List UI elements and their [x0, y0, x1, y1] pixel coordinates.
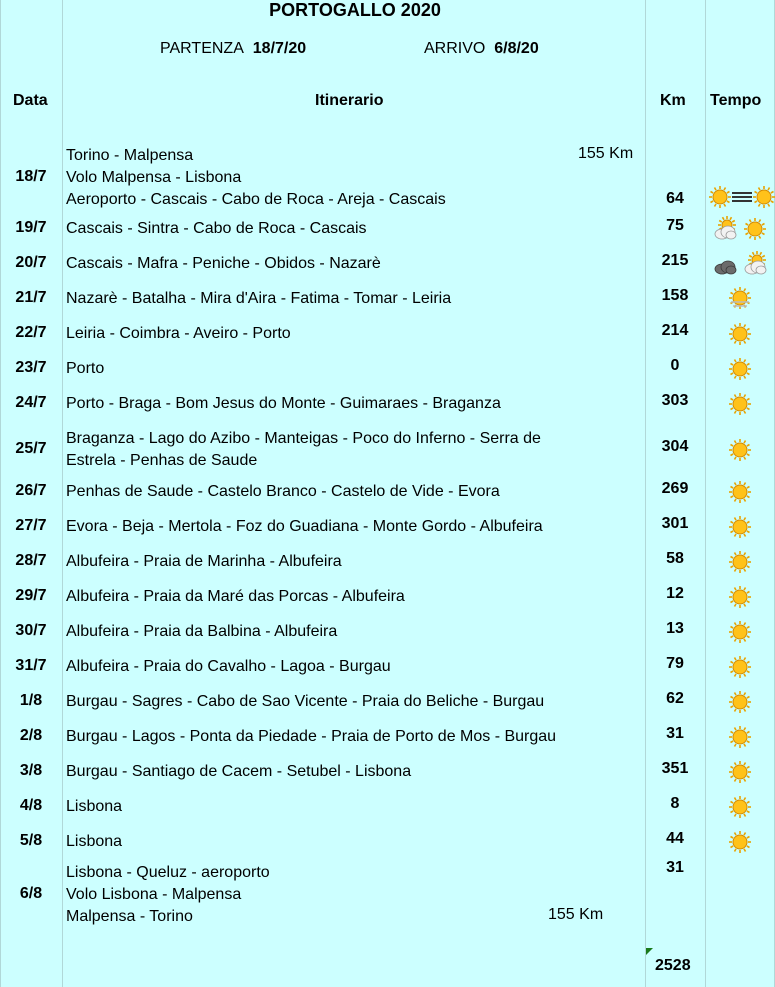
- sun-icon: [727, 759, 753, 785]
- row-weather: [705, 216, 775, 242]
- header-itinerary: Itinerario: [315, 92, 384, 109]
- row-itinerary-line: Burgau - Santiago de Cacem - Setubel - Lisbona: [66, 763, 412, 780]
- header-weather: Tempo: [710, 92, 762, 109]
- row-date: 23/7: [15, 359, 47, 376]
- row-itinerary-line: Albufeira - Praia da Balbina - Albufeira: [66, 623, 338, 640]
- row-km: 31: [666, 725, 684, 742]
- sun-icon: [751, 184, 773, 210]
- sun-icon: [742, 216, 768, 242]
- row-weather: [705, 794, 775, 820]
- sun-icon: [727, 479, 753, 505]
- row-km: 44: [666, 830, 684, 847]
- row-weather: [705, 286, 775, 312]
- row-itinerary-line: Albufeira - Praia de Marinha - Albufeira: [66, 553, 342, 570]
- row-km: 269: [661, 480, 689, 497]
- row-itinerary-line: Porto: [66, 360, 105, 377]
- sun-icon: [707, 184, 729, 210]
- sun-icon: [727, 549, 753, 575]
- row-itinerary-line: Cascais - Mafra - Peniche - Obidos - Nazarè: [66, 255, 381, 272]
- row-km: 75: [666, 217, 684, 234]
- row-date: 28/7: [15, 552, 47, 569]
- departure-label: PARTENZA: [160, 40, 244, 57]
- row-itinerary-line: Aeroporto - Cascais - Cabo de Roca - Areja - Cascais: [66, 191, 446, 208]
- row-itinerary-line: Albufeira - Praia da Maré das Porcas - Albufeira: [66, 588, 405, 605]
- row-itinerary-line: Burgau - Sagres - Cabo de Sao Vicente - Praia do Beliche - Burgau: [66, 693, 545, 710]
- row-date: 18/7: [15, 168, 47, 185]
- sun-icon: [727, 689, 753, 715]
- fog-icon: [729, 184, 751, 210]
- row-date: 2/8: [19, 727, 43, 744]
- row-date: 20/7: [15, 254, 47, 271]
- total-km: 2528: [655, 957, 691, 974]
- row-date: 26/7: [15, 482, 47, 499]
- dark-cloud-icon: [712, 251, 738, 277]
- cell-comment-marker: [646, 948, 653, 955]
- row-itinerary-line: Penhas de Saude - Castelo Branco - Castelo de Vide - Evora: [66, 483, 500, 500]
- row-weather: [705, 619, 775, 645]
- row-weather: [705, 549, 775, 575]
- row-itinerary-line: Lisbona: [66, 798, 123, 815]
- row-weather: [705, 514, 775, 540]
- row-weather: [705, 689, 775, 715]
- row-km: 0: [670, 357, 680, 374]
- row-itinerary-line: Estrela - Penhas de Saude: [66, 452, 258, 469]
- row-itinerary-line: Lisbona: [66, 833, 123, 850]
- header-km: Km: [660, 92, 686, 109]
- row-itinerary-line: Leiria - Coimbra - Aveiro - Porto: [66, 325, 291, 342]
- row-transfer-km: 155 Km: [548, 906, 604, 923]
- row-date: 3/8: [19, 762, 43, 779]
- row-itinerary-line: Burgau - Lagos - Ponta da Piedade - Praia de Porto de Mos - Burgau: [66, 728, 557, 745]
- row-km: 304: [661, 438, 689, 455]
- row-weather: [705, 724, 775, 750]
- row-weather: [705, 654, 775, 680]
- row-km: 351: [661, 760, 689, 777]
- sun-icon: [727, 321, 753, 347]
- row-date: 1/8: [19, 692, 43, 709]
- row-date: 24/7: [15, 394, 47, 411]
- sun-icon: [727, 437, 753, 463]
- departure-date: 18/7/20: [252, 40, 307, 57]
- arrival-label: ARRIVO: [424, 40, 486, 57]
- sun-icon: [727, 654, 753, 680]
- sun-cloud-icon: [712, 216, 738, 242]
- row-km: 215: [661, 252, 689, 269]
- row-itinerary-line: Volo Lisbona - Malpensa: [66, 886, 242, 903]
- row-weather: [705, 184, 775, 210]
- row-date: 27/7: [15, 517, 47, 534]
- row-date: 4/8: [19, 797, 43, 814]
- row-transfer-km: 155 Km: [578, 145, 634, 162]
- row-km: 64: [666, 190, 684, 207]
- row-km: 13: [666, 620, 684, 637]
- row-itinerary-line: Lisbona - Queluz - aeroporto: [66, 864, 270, 881]
- row-weather: [705, 321, 775, 347]
- row-km: 31: [666, 859, 684, 876]
- row-itinerary-line: Braganza - Lago do Azibo - Manteigas - Poco do Inferno - Serra de: [66, 430, 541, 447]
- row-km: 301: [661, 515, 689, 532]
- sun-icon: [727, 619, 753, 645]
- row-itinerary-line: Torino - Malpensa: [66, 147, 194, 164]
- departure-info: [160, 40, 306, 58]
- row-date: 21/7: [15, 289, 47, 306]
- row-date: 29/7: [15, 587, 47, 604]
- row-km: 79: [666, 655, 684, 672]
- row-weather: [705, 479, 775, 505]
- row-weather: [705, 437, 775, 463]
- sun-icon: [727, 514, 753, 540]
- row-itinerary-line: Cascais - Sintra - Cabo de Roca - Cascais: [66, 220, 367, 237]
- arrival-info: [424, 40, 539, 58]
- row-date: 6/8: [19, 885, 43, 902]
- sun-cloud-icon: [742, 251, 768, 277]
- row-itinerary-line: Evora - Beja - Mertola - Foz do Guadiana - Monte Gordo - Albufeira: [66, 518, 543, 535]
- row-itinerary-line: Volo Malpensa - Lisbona: [66, 169, 242, 186]
- row-km: 58: [666, 550, 684, 567]
- arrival-date: 6/8/20: [494, 40, 539, 57]
- row-date: 22/7: [15, 324, 47, 341]
- row-weather: [705, 759, 775, 785]
- header-date: Data: [13, 92, 48, 109]
- row-date: 31/7: [15, 657, 47, 674]
- row-date: 25/7: [15, 440, 47, 457]
- sun-icon: [727, 584, 753, 610]
- row-weather: [705, 829, 775, 855]
- page-title: PORTOGALLO 2020: [269, 0, 441, 20]
- row-weather: [705, 356, 775, 382]
- row-weather: [705, 584, 775, 610]
- row-itinerary-line: Malpensa - Torino: [66, 908, 193, 925]
- row-date: 19/7: [15, 219, 47, 236]
- sun-icon: [727, 356, 753, 382]
- row-km: 303: [661, 392, 689, 409]
- row-date: 30/7: [15, 622, 47, 639]
- row-km: 12: [666, 585, 684, 602]
- row-km: 8: [670, 795, 680, 812]
- row-weather: [705, 251, 775, 277]
- row-itinerary-line: Porto - Braga - Bom Jesus do Monte - Guimaraes - Braganza: [66, 395, 501, 412]
- row-km: 158: [661, 287, 689, 304]
- row-date: 5/8: [19, 832, 43, 849]
- sun-icon: [727, 794, 753, 820]
- sun-icon: [727, 724, 753, 750]
- row-weather: [705, 391, 775, 417]
- row-km: 214: [661, 322, 689, 339]
- row-itinerary-line: Albufeira - Praia do Cavalho - Lagoa - Burgau: [66, 658, 391, 675]
- hazy-sun-icon: [727, 286, 753, 312]
- row-itinerary-line: Nazarè - Batalha - Mira d'Aira - Fatima - Tomar - Leiria: [66, 290, 452, 307]
- row-km: 62: [666, 690, 684, 707]
- sun-icon: [727, 829, 753, 855]
- sun-icon: [727, 391, 753, 417]
